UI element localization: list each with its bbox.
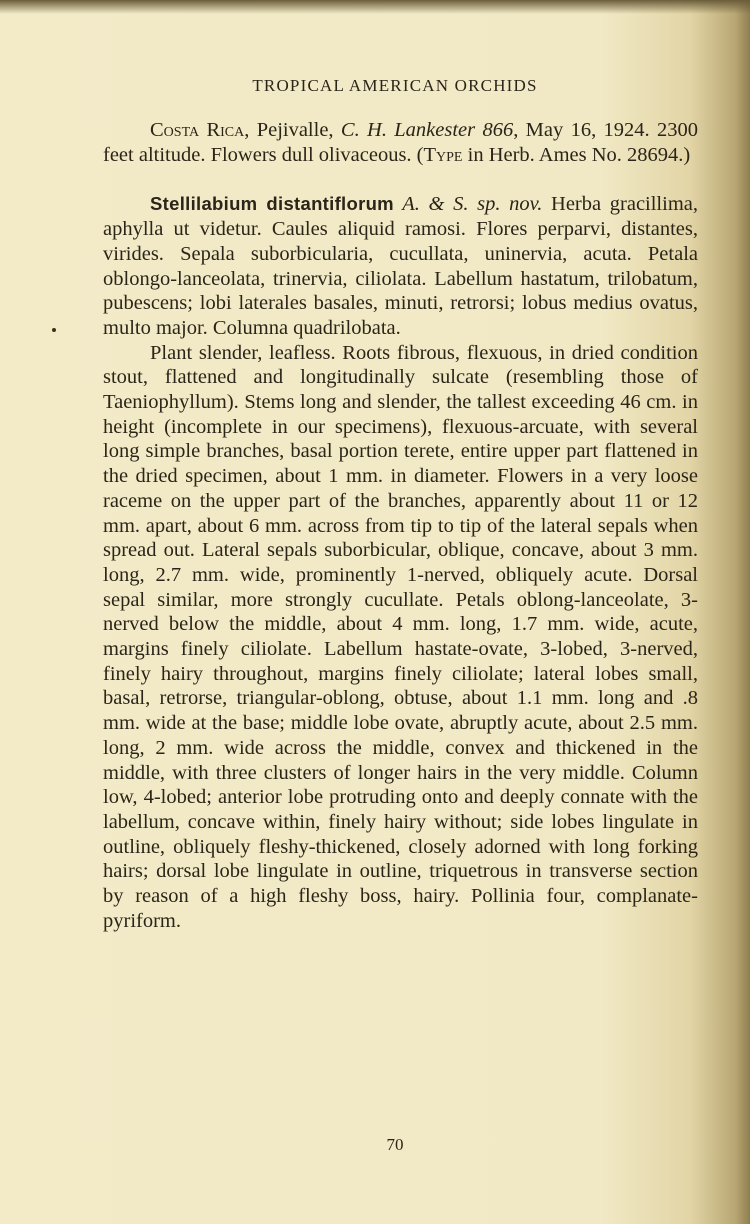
species-diagnosis <box>103 192 698 340</box>
type-label: Type <box>423 143 463 166</box>
page-top-shadow <box>0 0 750 14</box>
species-name: Stellilabium distantiflorum <box>150 193 394 215</box>
locality-details: , May 16, 1924. 2300 feet altitude. Flowers dull olivaceous. ( <box>103 119 699 166</box>
margin-mark <box>52 328 56 332</box>
herbarium-ref: in Herb. Ames No. 28694.) <box>462 143 691 166</box>
english-description: Plant slender, leafless. Roots fibrous, flexuous, in dried condition stout, flattened and longitudinally sulcate (resembling those of Taeniophyllum). Stems long and slender, the tallest exceeding 46 cm. in height (incomplete in our specimens), flexuous-arcuate, with several long simple branches, basal portion terete, entire upper part flattened in the dried specimen, about 1 mm. in diameter. Flowers in a very loose raceme on the upper part of the branches, apparently about 11 or 12 mm. apart, about 6 mm. across from tip to tip of the lateral sepals when spread out. Lateral sepals suborbicular, oblique, concave, about 3 mm. long, 2.7 mm. wide, prominently 1-nerved, obliquely acute. Dorsal sepal similar, more strongly cucullate. Petals oblong-lanceolate, 3-nerved below the middle, about 4 mm. long, 1.7 mm. wide, acute, margins finely ciliolate. Labellum hastate-ovate, 3-lobed, 3-nerved, finely hairy throughout, margins finely ciliolate; lateral lobes small, basal, retrorse, triangular-oblong, obtuse, about 1.1 mm. long and .8 mm. wide at the base; middle lobe ovate, abruptly acute, about 2.5 mm. long, 2 mm. wide across the middle, convex and thickened in the middle, with three clusters of longer hairs in the very middle. Column low, 4-lobed; anterior lobe protruding onto and deeply connate with the labellum, concave within, finely hairy without; side lobes lingulate in outline, obliquely fleshy-thickened, closely adorned with long forking hairs; dorsal lobe lingulate in outline, triquetrous in transverse section by reason of a high fleshy boss, hairy. Pollinia four, complanate-pyriform. <box>103 341 698 932</box>
latin-diagnosis: Herba gracillima, aphylla ut videtur. Caules aliquid ramosi. Flores perparvi, distantes, virides. Sepala suborbicularia, cucullata, uninervia, acuta. Petala oblongo-lanceolata, trinervia, ciliolata. Labellum hastatum, trilobatum, pubescens; lobi laterales basales, minuti, retrorsi; lobus medius ovatus, multo major. Columna quadrilobata. <box>103 193 698 339</box>
country-name: Costa Rica <box>150 119 245 141</box>
running-head: TROPICAL AMERICAN ORCHIDS <box>252 76 538 95</box>
species-authority: A. & S. sp. nov. <box>393 193 543 216</box>
locality-text: , Pejivalle, <box>244 119 341 141</box>
collector: C. H. Lankester 866 <box>340 119 514 141</box>
body-text <box>103 118 698 934</box>
locality-paragraph <box>103 118 698 167</box>
page-number: 70 <box>386 1135 404 1154</box>
